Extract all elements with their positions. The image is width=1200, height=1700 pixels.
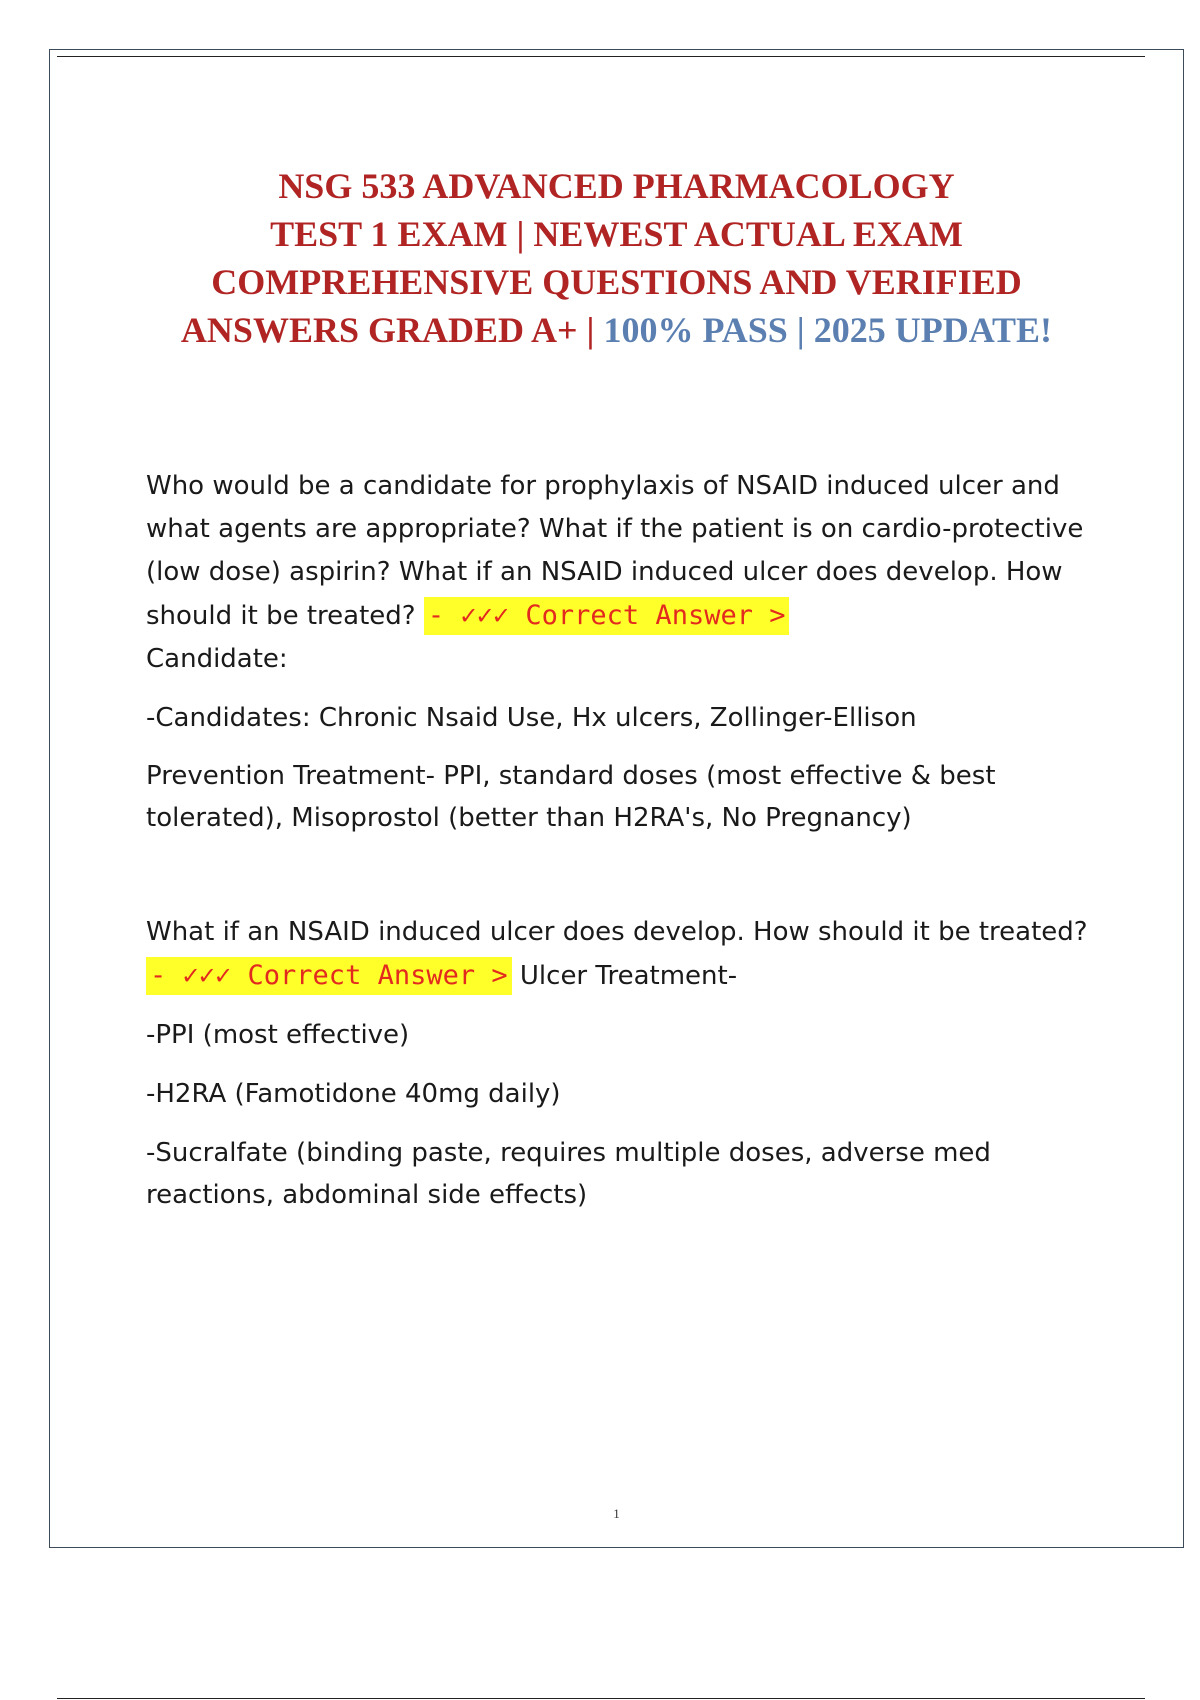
answer-2-line-3: -Sucralfate (binding paste, requires multiple doses, adverse med reactions, abdominal side effects) [146,1138,991,1210]
question-1-text: Who would be a candidate for prophylaxis of NSAID induced ulcer and what agents are appropriate? What if the patient is on cardio-protective (low dose) aspirin? What if an NSAID induced ulcer does develop. How should it be treated? [146,471,1084,631]
title-line-4-red: ANSWERS GRADED A+ | [180,310,604,350]
answer-2-start: Ulcer Treatment- [519,961,738,991]
correct-answer-marker: - ✓✓✓ Correct Answer > [146,957,512,995]
header-rule [57,56,1145,57]
title-line-1: NSG 533 ADVANCED PHARMACOLOGY [278,166,955,206]
document-title [100,162,1133,354]
title-line-4 [100,306,1133,354]
question-1 [146,465,1106,681]
answer-2-line-2: -H2RA (Famotidone 40mg daily) [146,1079,561,1109]
title-line-3: COMPREHENSIVE QUESTIONS AND VERIFIED [211,262,1022,302]
answer-1-line-1: -Candidates: Chronic Nsaid Use, Hx ulcers, Zollinger-Ellison [146,703,917,733]
answer-2-line-1: -PPI (most effective) [146,1020,410,1050]
title-line-2: TEST 1 EXAM | NEWEST ACTUAL EXAM [270,214,963,254]
correct-answer-marker: - ✓✓✓ Correct Answer > [424,597,790,635]
page-number: 1 [613,1506,620,1521]
answer-1-start: Candidate: [146,644,288,674]
document-body [146,465,1106,1216]
question-2-text: What if an NSAID induced ulcer does develop. How should it be treated? [146,917,1088,947]
answer-1-line-2: Prevention Treatment- PPI, standard doses (most effective & best tolerated), Misoprostol (better than H2RA's, No Pregnancy) [146,761,996,833]
question-2 [146,911,1106,998]
footer-rule [57,1698,1145,1699]
title-line-4-blue: 100% PASS | 2025 UPDATE! [603,310,1053,350]
